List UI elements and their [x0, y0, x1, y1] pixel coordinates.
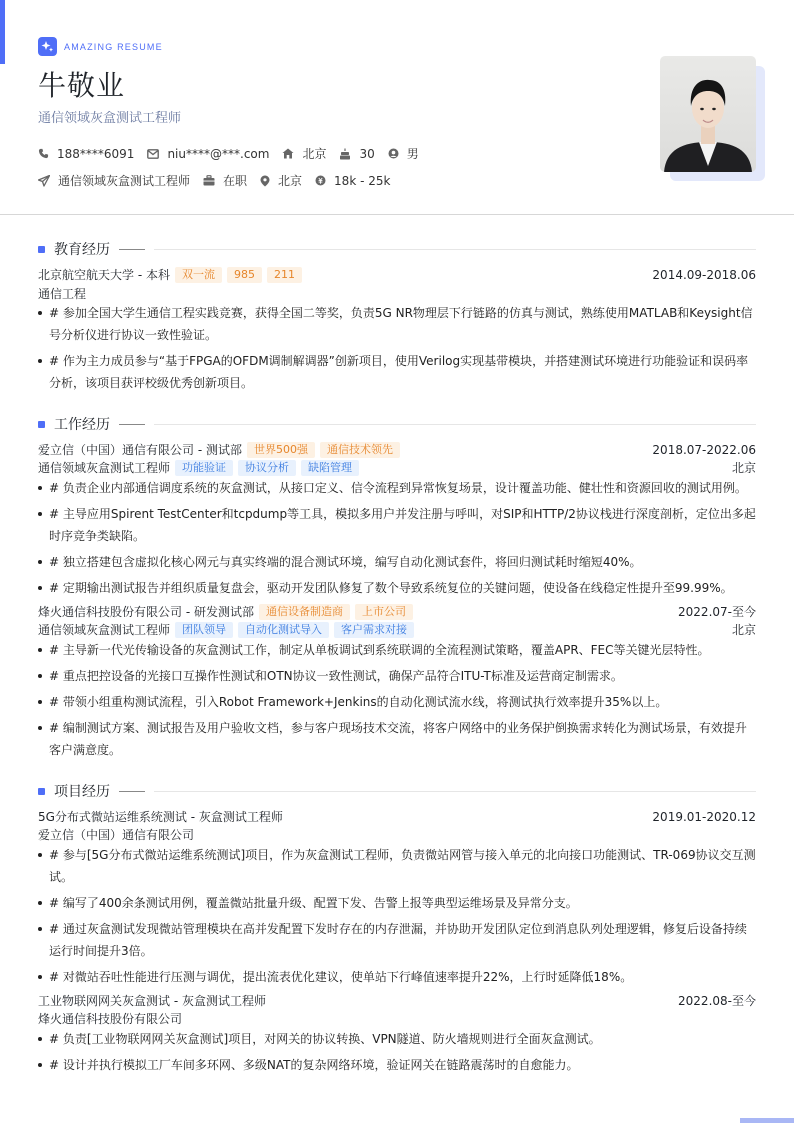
section-dot	[38, 246, 45, 253]
candidate-subtitle: 通信领域灰盒测试工程师	[38, 111, 182, 126]
school-tag: 双一流	[175, 267, 222, 283]
education-header	[38, 266, 756, 283]
section-rule	[154, 791, 756, 792]
home-value: 北京	[302, 147, 327, 161]
school-tag: 211	[267, 267, 302, 283]
status-item	[203, 172, 247, 189]
contact-row-1	[38, 145, 432, 162]
role-tag: 缺陷管理	[301, 460, 359, 476]
role-tag: 团队领导	[175, 622, 233, 638]
money-icon	[315, 175, 326, 186]
accent-bar	[0, 0, 5, 64]
home-icon	[282, 148, 294, 159]
brand	[38, 37, 163, 56]
sparkle-icon	[38, 37, 57, 56]
work-role: 通信领域灰盒测试工程师	[38, 623, 171, 637]
project-bullet: # 对微站吞吐性能进行压测与调优，提出流表优化建议，使单站下行峰值速率提升22%，上行时延降低18%。	[38, 966, 756, 988]
project-bullet: # 编写了400余条测试用例，覆盖微站批量升级、配置下发、告警上报等典型运维场景及异常分支。	[38, 892, 756, 914]
role-tag: 自动化测试导入	[238, 622, 329, 638]
project-title: 工业物联网网关灰盒测试 - 灰盒测试工程师	[38, 994, 266, 1008]
project-title-line	[38, 808, 756, 825]
candidate-name: 牛敬业	[38, 69, 126, 102]
briefcase-icon	[203, 175, 215, 186]
work-date: 2022.07-至今	[678, 605, 756, 619]
work-bullet: # 定期输出测试报告并组织质量复盘会，驱动开发团队修复了数个导致系统复位的关键问题，使设备在线稳定性提升至99.99%。	[38, 577, 756, 599]
section-rule-short	[119, 424, 145, 425]
salary-item	[315, 174, 390, 188]
work-city: 北京	[731, 461, 756, 475]
phone-icon	[38, 148, 49, 159]
education-school: 北京航空航天大学 - 本科	[38, 268, 170, 282]
section-label: 教育经历	[54, 242, 110, 258]
work-bullet: # 重点把控设备的光接口互操作性测试和OTN协议一致性测试，确保产品符合ITU-T标准及运营商定制需求。	[38, 665, 756, 687]
education-date: 2014.09-2018.06	[652, 267, 756, 282]
status-value: 在职	[223, 174, 248, 188]
work-company-line	[38, 603, 756, 620]
role-tag: 客户需求对接	[334, 622, 414, 638]
gender-icon	[388, 148, 399, 159]
gender-value: 男	[406, 147, 419, 161]
project-org: 烽火通信科技股份有限公司	[38, 1012, 183, 1026]
project-bullet: # 参与[5G分布式微站运维系统测试]项目，作为灰盒测试工程师，负责微站网管与接入单元的北向接口功能测试、TR-069协议交互测试。	[38, 844, 756, 888]
project-org-line	[38, 1010, 756, 1027]
project-title: 5G分布式微站运维系统测试 - 灰盒测试工程师	[38, 810, 283, 824]
section-label: 项目经历	[54, 784, 110, 800]
email-item	[147, 147, 269, 161]
company-tag: 通信技术领先	[320, 442, 400, 458]
section-dot	[38, 421, 45, 428]
role-tag: 协议分析	[238, 460, 296, 476]
section-title-project	[38, 781, 756, 801]
work-city: 北京	[731, 623, 756, 637]
role-tag: 功能验证	[175, 460, 233, 476]
project-date: 2019.01-2020.12	[652, 809, 756, 824]
work-bullet: # 编制测试方案、测试报告及用户验收文档，参与客户现场技术交流，将客户网络中的业务保护倒换需求转化为测试场景，有效提升客户满意度。	[38, 717, 756, 761]
work-bullet: # 主导应用Spirent TestCenter和tcpdump等工具，模拟多用户并发注册与呼叫，对SIP和HTTP/2协议栈进行深度剖析，定位出多起时序竞争类缺陷。	[38, 503, 756, 547]
header-divider	[0, 214, 794, 215]
work-bullet: # 主导新一代光传输设备的灰盒测试工作，制定从单板调试到系统联调的全流程测试策略，覆盖APR、FEC等关键光层特性。	[38, 639, 756, 661]
contact-row-2	[38, 172, 403, 189]
work-bullet: # 负责企业内部通信调度系统的灰盒测试，从接口定义、信令流程到异常恢复场景，设计覆盖功能、健壮性和资源回收的测试用例。	[38, 477, 756, 499]
work-role-line	[38, 459, 756, 476]
mail-icon	[147, 149, 159, 159]
project-bullet: # 负责[工业物联网网关灰盒测试]项目，对网关的协议转换、VPN隧道、防火墙规则进行全面灰盒测试。	[38, 1028, 756, 1050]
work-role-line	[38, 621, 756, 638]
brand-text: AMAZING RESUME	[64, 41, 163, 52]
company-tag: 上市公司	[355, 604, 413, 620]
school-tag: 985	[227, 267, 262, 283]
avatar	[660, 56, 756, 172]
section-rule-short	[119, 791, 145, 792]
target-value: 通信领域灰盒测试工程师	[58, 174, 191, 188]
education-bullet: # 作为主力成员参与“基于FPGA的OFDM调制解调器”创新项目，使用Verilog实现基带模块，并搭建测试环境进行功能验证和误码率分析，该项目获评校级优秀创新项目。	[38, 350, 756, 394]
city-value: 北京	[278, 174, 303, 188]
project-date: 2022.08-至今	[678, 994, 756, 1008]
work-role: 通信领域灰盒测试工程师	[38, 461, 171, 475]
work-company-line	[38, 441, 756, 458]
work-date: 2018.07-2022.06	[652, 442, 756, 457]
work-bullet: # 带领小组重构测试流程，引入Robot Framework+Jenkins的自动化测试流水线，将测试执行效率提升35%以上。	[38, 691, 756, 713]
project-org: 爱立信（中国）通信有限公司	[38, 828, 195, 842]
education-major-line	[38, 285, 756, 302]
location-icon	[260, 175, 270, 187]
cake-icon	[339, 148, 351, 160]
bottom-accent-bar	[740, 1118, 794, 1123]
company-tag: 通信设备制造商	[259, 604, 350, 620]
work-company: 烽火通信科技股份有限公司 - 研发测试部	[38, 605, 254, 619]
project-title-line	[38, 992, 756, 1009]
send-icon	[38, 175, 50, 187]
city-item	[260, 172, 302, 189]
section-rule	[154, 249, 756, 250]
gender-item	[388, 145, 419, 162]
age-item	[339, 147, 374, 161]
age-value: 30	[359, 146, 375, 161]
education-major: 通信工程	[38, 287, 87, 301]
project-bullet: # 设计并执行模拟工厂车间多环网、多级NAT的复杂网络环境，验证网关在链路震荡时的自愈能力。	[38, 1054, 756, 1076]
section-dot	[38, 788, 45, 795]
phone-value: 188****6091	[57, 146, 135, 161]
target-item	[38, 172, 190, 189]
section-title-education	[38, 239, 756, 259]
profile-photo	[660, 56, 765, 181]
section-rule-short	[119, 249, 145, 250]
education-bullet: # 参加全国大学生通信工程实践竞赛，获得全国二等奖，负责5G NR物理层下行链路的仿真与测试，熟练使用MATLAB和Keysight信号分析仪进行协议一致性验证。	[38, 302, 756, 346]
company-tag: 世界500强	[247, 442, 315, 458]
section-rule	[154, 424, 756, 425]
home-item	[282, 145, 326, 162]
work-company: 爱立信（中国）通信有限公司 - 测试部	[38, 443, 242, 457]
email-value: niu****@***.com	[167, 146, 270, 161]
project-bullet: # 通过灰盒测试发现微站管理模块在高并发配置下发时存在的内存泄漏，并协助开发团队定位到消息队列处理逻辑，修复后设备持续运行时间提升3倍。	[38, 918, 756, 962]
section-title-work	[38, 414, 756, 434]
salary-value: 18k - 25k	[334, 173, 391, 188]
work-bullet: # 独立搭建包含虚拟化核心网元与真实终端的混合测试环境，编写自动化测试套件，将回归测试耗时缩短40%。	[38, 551, 756, 573]
section-label: 工作经历	[54, 417, 110, 433]
project-org-line	[38, 826, 756, 843]
phone-item	[38, 147, 134, 161]
